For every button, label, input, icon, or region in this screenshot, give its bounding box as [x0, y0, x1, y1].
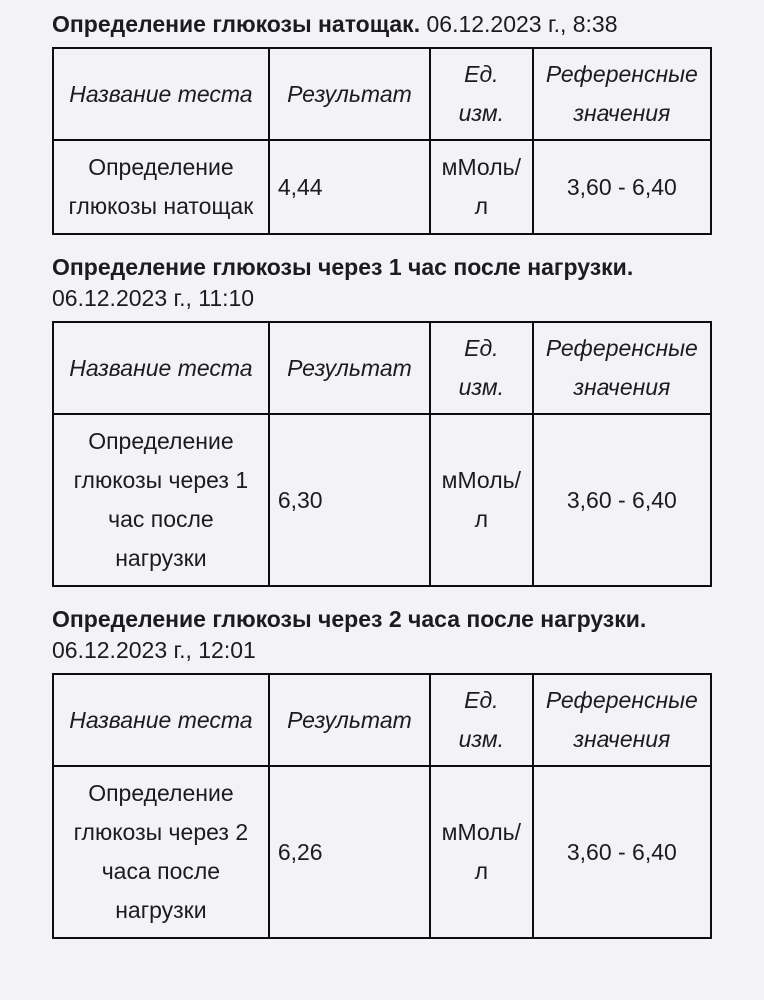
column-header-units: Ед. изм. — [430, 322, 533, 414]
column-header-test-name: Название теста — [53, 322, 269, 414]
cell-units: мМоль/л — [430, 414, 533, 586]
column-header-result: Результат — [269, 48, 430, 140]
column-header-reference: Референсные значения — [533, 674, 711, 766]
table-row — [53, 766, 711, 938]
table-row — [53, 140, 711, 234]
cell-result: 6,26 — [269, 766, 430, 938]
column-header-units: Ед. изм. — [430, 674, 533, 766]
section-title — [52, 604, 712, 666]
cell-units: мМоль/л — [430, 140, 533, 234]
column-header-reference: Референсные значения — [533, 48, 711, 140]
results-table — [52, 321, 712, 587]
cell-test-name: Определение глюкозы натощак — [53, 140, 269, 234]
cell-result: 4,44 — [269, 140, 430, 234]
cell-result: 6,30 — [269, 414, 430, 586]
cell-test-name: Определение глюкозы через 1 час после нагрузки — [53, 414, 269, 586]
results-table — [52, 47, 712, 235]
cell-reference: 3,60 - 6,40 — [533, 140, 711, 234]
test-section-fasting — [52, 9, 712, 235]
table-header-row — [53, 674, 711, 766]
section-title — [52, 9, 712, 40]
table-row — [53, 414, 711, 586]
test-section-2h — [52, 604, 712, 939]
column-header-reference: Референсные значения — [533, 322, 711, 414]
section-title — [52, 252, 712, 314]
column-header-test-name: Название теста — [53, 674, 269, 766]
column-header-result: Результат — [269, 674, 430, 766]
section-title-text: Определение глюкозы натощак. — [52, 11, 421, 37]
column-header-test-name: Название теста — [53, 48, 269, 140]
section-datetime: 06.12.2023 г., 8:38 — [426, 11, 618, 37]
section-datetime: 06.12.2023 г., 12:01 — [52, 637, 256, 663]
test-section-1h — [52, 252, 712, 587]
cell-reference: 3,60 - 6,40 — [533, 414, 711, 586]
section-datetime: 06.12.2023 г., 11:10 — [52, 285, 255, 311]
column-header-units: Ед. изм. — [430, 48, 533, 140]
cell-reference: 3,60 - 6,40 — [533, 766, 711, 938]
table-header-row — [53, 322, 711, 414]
table-header-row — [53, 48, 711, 140]
cell-units: мМоль/л — [430, 766, 533, 938]
column-header-result: Результат — [269, 322, 430, 414]
section-title-text: Определение глюкозы через 2 часа после нагрузки. — [52, 606, 647, 632]
results-table — [52, 673, 712, 939]
cell-test-name: Определение глюкозы через 2 часа после нагрузки — [53, 766, 269, 938]
section-title-text: Определение глюкозы через 1 час после нагрузки. — [52, 254, 634, 280]
